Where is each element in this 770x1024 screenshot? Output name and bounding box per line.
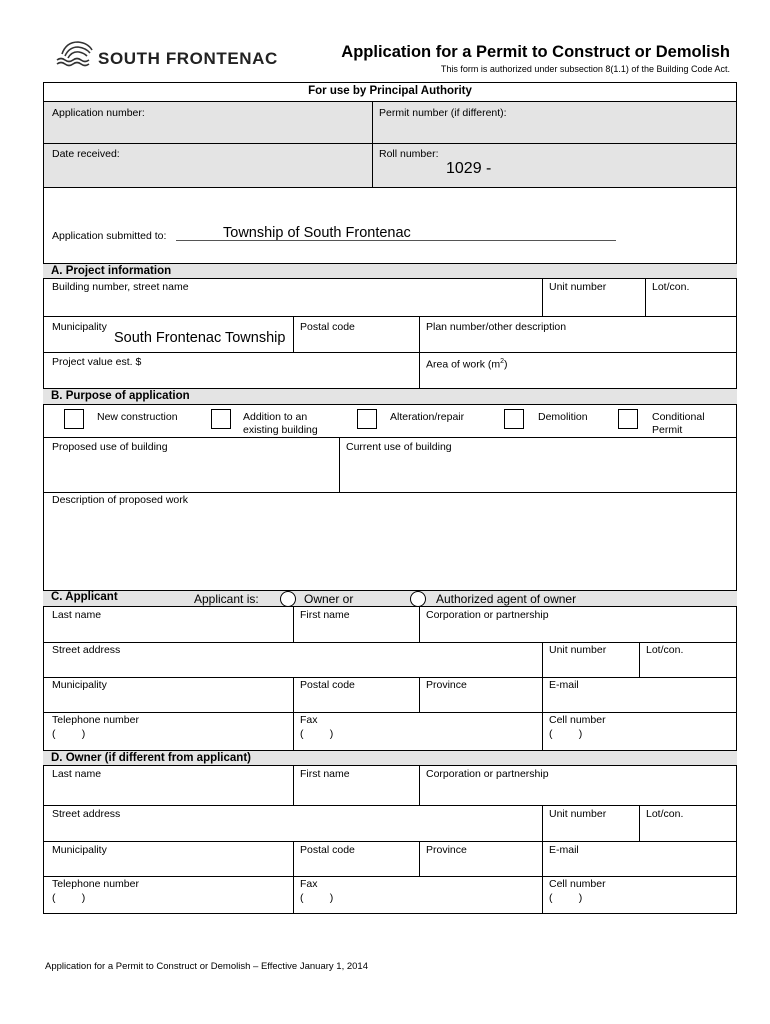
- unit-number-label: Unit number: [549, 281, 607, 293]
- demolition-checkbox[interactable]: [504, 409, 524, 429]
- d-postal-code-label: Postal code: [300, 844, 355, 856]
- lot-con-label: Lot/con.: [652, 281, 690, 293]
- c-municipality-label: Municipality: [52, 679, 107, 691]
- conditional-label-1: Conditional: [652, 411, 705, 423]
- submitted-to-value[interactable]: Township of South Frontenac: [223, 225, 411, 241]
- logo: [56, 38, 276, 70]
- addition-label-1: Addition to an: [243, 411, 308, 423]
- new-construction-label: New construction: [97, 411, 178, 423]
- page-subtitle: This form is authorized under subsection 8(1.1) of the Building Code Act.: [440, 64, 730, 74]
- principal-heading: For use by Principal Authority: [308, 85, 472, 97]
- municipality-value[interactable]: South Frontenac Township: [114, 330, 286, 346]
- d-cell-paren[interactable]: ( ): [549, 892, 583, 904]
- c-telephone-paren[interactable]: ( ): [52, 728, 86, 740]
- logo-wave-icon: [56, 38, 94, 68]
- owner-label: Owner or: [304, 592, 354, 606]
- roll-number-label: Roll number:: [379, 148, 439, 160]
- date-received-label: Date received:: [52, 148, 120, 160]
- demolition-label: Demolition: [538, 411, 588, 423]
- c-email-label: E-mail: [549, 679, 579, 691]
- c-cell-label: Cell number: [549, 714, 606, 726]
- description-label: Description of proposed work: [52, 494, 188, 506]
- project-value-label: Project value est. $: [52, 356, 142, 368]
- roll-number-value: 1029 -: [446, 160, 492, 177]
- c-fax-label: Fax: [300, 714, 318, 726]
- conditional-permit-checkbox[interactable]: [618, 409, 638, 429]
- c-last-name-label: Last name: [52, 609, 102, 621]
- postal-code-label: Postal code: [300, 321, 355, 333]
- section-b-heading: B. Purpose of application: [43, 388, 737, 405]
- d-corporation-label: Corporation or partnership: [426, 768, 549, 780]
- alteration-checkbox[interactable]: [357, 409, 377, 429]
- d-telephone-label: Telephone number: [52, 878, 139, 890]
- d-unit-number-label: Unit number: [549, 808, 607, 820]
- c-cell-paren[interactable]: ( ): [549, 728, 583, 740]
- c-province-label: Province: [426, 679, 467, 691]
- owner-radio[interactable]: [280, 591, 296, 607]
- d-fax-label: Fax: [300, 878, 318, 890]
- d-fax-paren[interactable]: ( ): [300, 892, 334, 904]
- applicant-is-label: Applicant is:: [194, 592, 259, 606]
- c-fax-paren[interactable]: ( ): [300, 728, 334, 740]
- conditional-label-2: Permit: [652, 424, 683, 436]
- d-municipality-label: Municipality: [52, 844, 107, 856]
- logo-text: SOUTH FRONTENAC: [98, 49, 278, 68]
- current-use-label: Current use of building: [346, 441, 452, 453]
- d-telephone-paren[interactable]: ( ): [52, 892, 86, 904]
- proposed-use-label: Proposed use of building: [52, 441, 168, 453]
- area-of-work-label: Area of work $(m^2)$: [426, 358, 508, 371]
- addition-label-2: existing building: [243, 424, 318, 436]
- d-cell-label: Cell number: [549, 878, 606, 890]
- addition-checkbox[interactable]: [211, 409, 231, 429]
- footer-text: Application for a Permit to Construct or Demolish – Effective January 1, 2014: [45, 961, 368, 972]
- alteration-label: Alteration/repair: [390, 411, 465, 423]
- agent-label: Authorized agent of owner: [436, 592, 577, 606]
- section-c-title: C. Applicant: [51, 591, 118, 603]
- c-postal-code-label: Postal code: [300, 679, 355, 691]
- c-corporation-label: Corporation or partnership: [426, 609, 549, 621]
- c-lot-con-label: Lot/con.: [646, 644, 684, 656]
- plan-number-label: Plan number/other description: [426, 321, 567, 333]
- permit-number-label: Permit number (if different):: [379, 107, 507, 119]
- c-first-name-label: First name: [300, 609, 350, 621]
- section-c-heading: [43, 590, 737, 607]
- municipality-label: Municipality: [52, 321, 107, 333]
- d-province-label: Province: [426, 844, 467, 856]
- d-last-name-label: Last name: [52, 768, 102, 780]
- building-street-label: Building number, street name: [52, 281, 189, 293]
- section-a-heading: A. Project information: [43, 263, 737, 279]
- new-construction-checkbox[interactable]: [64, 409, 84, 429]
- d-email-label: E-mail: [549, 844, 579, 856]
- submitted-to-label: Application submitted to:: [52, 230, 167, 242]
- section-d-heading: D. Owner (if different from applicant): [43, 750, 737, 766]
- c-telephone-label: Telephone number: [52, 714, 139, 726]
- page-title: Application for a Permit to Construct or Demolish: [341, 43, 730, 61]
- application-number-label: Application number:: [52, 107, 145, 119]
- d-first-name-label: First name: [300, 768, 350, 780]
- d-lot-con-label: Lot/con.: [646, 808, 684, 820]
- c-street-label: Street address: [52, 644, 121, 656]
- agent-radio[interactable]: [410, 591, 426, 607]
- c-unit-number-label: Unit number: [549, 644, 607, 656]
- d-street-label: Street address: [52, 808, 121, 820]
